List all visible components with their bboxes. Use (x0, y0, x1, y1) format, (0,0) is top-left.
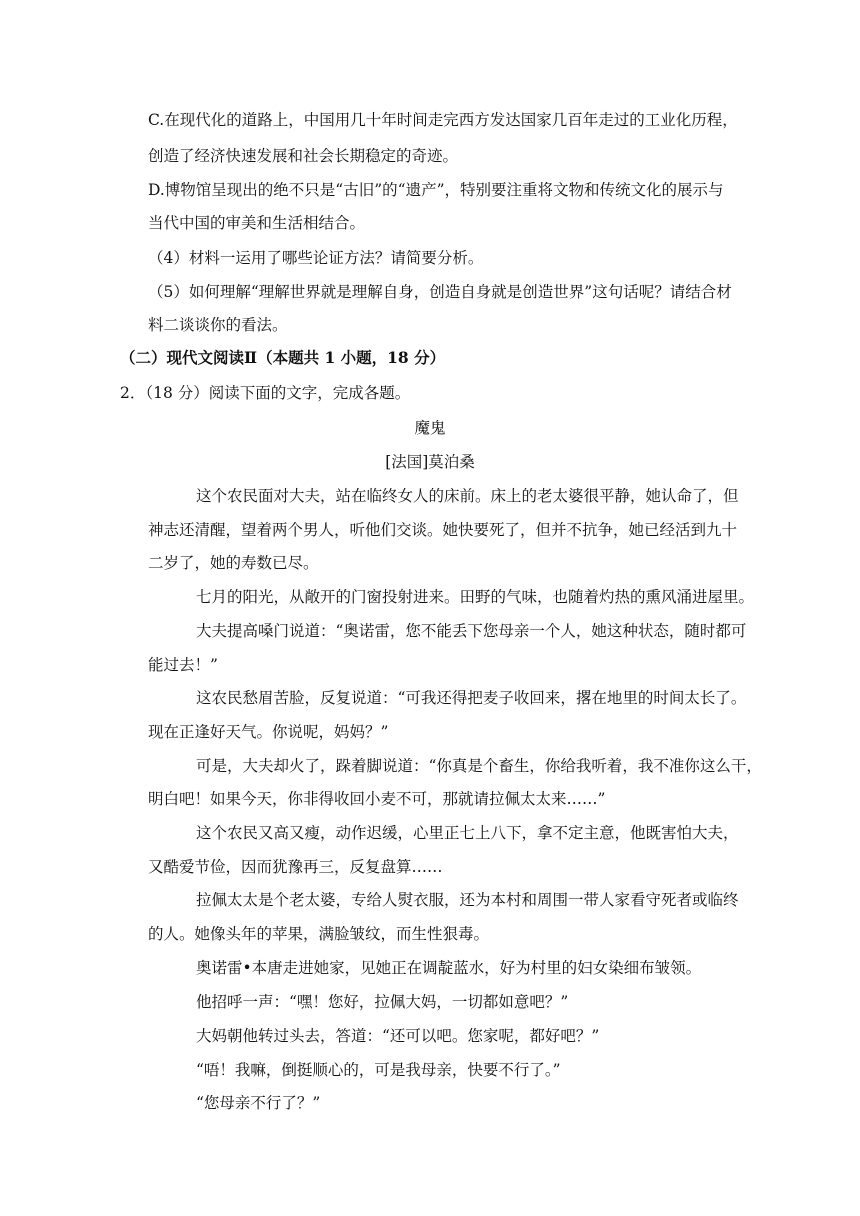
story-line: “唔！我嘛，倒挺顺心的，可是我母亲，快要不行了。” (196, 1061, 561, 1079)
story-line: 二岁了，她的寿数已尽。 (148, 554, 319, 572)
story-line: 大夫提高嗓门说道：“奥诺雷，您不能丢下您母亲一个人，她这种状态，随时都可 (196, 622, 747, 640)
story-line: 神志还清醒，望着两个男人，听他们交谈。她快要死了，但并不抗争，她已经活到九十 (148, 521, 738, 539)
option-d-line-2: 当代中国的审美和生活相结合。 (148, 214, 366, 232)
option-c-line-1: C.在现代化的道路上，中国用几十年时间走完西方发达国家几百年走过的工业化历程， (148, 111, 738, 129)
story-line: 明白吧！如果今天，你非得收回小麦不可，那就请拉佩太太来……” (148, 790, 606, 808)
question-2-intro: 2．（18 分）阅读下面的文字，完成各题。 (120, 384, 411, 402)
question-5-line-1: （5）如何理解“理解世界就是理解自身，创造自身就是创造世界”这句话呢？请结合材 (148, 283, 732, 301)
option-c-line-2: 创造了经济快速发展和社会长期稳定的奇迹。 (148, 147, 459, 165)
story-line: 七月的阳光，从敞开的门窗投射进来。田野的气味，也随着灼热的熏风涌进屋里。 (196, 588, 755, 606)
story-line: 大妈朝他转过头去，答道：“还可以吧。您家呢，都好吧？” (196, 1027, 600, 1045)
question-4: （4）材料一运用了哪些论证方法？请简要分析。 (148, 249, 484, 267)
story-line: 奥诺雷•本唐走进她家，见她正在调靛蓝水，好为村里的妇女染细布皱领。 (196, 959, 702, 977)
story-line: “您母亲不行了？” (196, 1094, 321, 1112)
story-line: 他招呼一声：“嘿！您好，拉佩大妈，一切都如意吧？” (196, 993, 569, 1011)
story-line: 又酷爱节俭，因而犹豫再三，反复盘算…… (148, 858, 443, 876)
story-line: 这个农民面对大夫，站在临终女人的床前。床上的老太婆很平静，她认命了，但 (196, 487, 739, 505)
story-line: 可是，大夫却火了，跺着脚说道：“你真是个畜生，你给我听着，我不准你这么干， (196, 757, 762, 775)
story-line: 现在正逢好天气。你说呢，妈妈？” (148, 723, 389, 741)
story-line: 的人。她像头年的苹果，满脸皱纹，而生性狠毒。 (148, 925, 490, 943)
option-d-line-1: D.博物馆呈现出的绝不只是“古旧”的“遗产”，特别要注重将文物和传统文化的展示与 (148, 181, 724, 199)
section-heading: （二）现代文阅读Ⅱ（本题共 1 小题，18 分） (120, 348, 446, 367)
story-line: 这农民愁眉苦脸，反复说道：“可我还得把麦子收回来，撂在地里的时间太长了。 (196, 689, 747, 707)
story-line: 能过去！” (148, 656, 218, 674)
story-author: [法国]莫泊桑 (385, 453, 475, 471)
story-title: 魔鬼 (414, 419, 446, 437)
story-line: 这个农民又高又瘦，动作迟缓，心里正七上八下，拿不定主意，他既害怕大夫， (196, 824, 739, 842)
question-5-line-2: 料二谈谈你的看法。 (148, 316, 288, 334)
story-line: 拉佩太太是个老太婆，专给人熨衣服，还为本村和周围一带人家看守死者或临终 (196, 891, 739, 909)
